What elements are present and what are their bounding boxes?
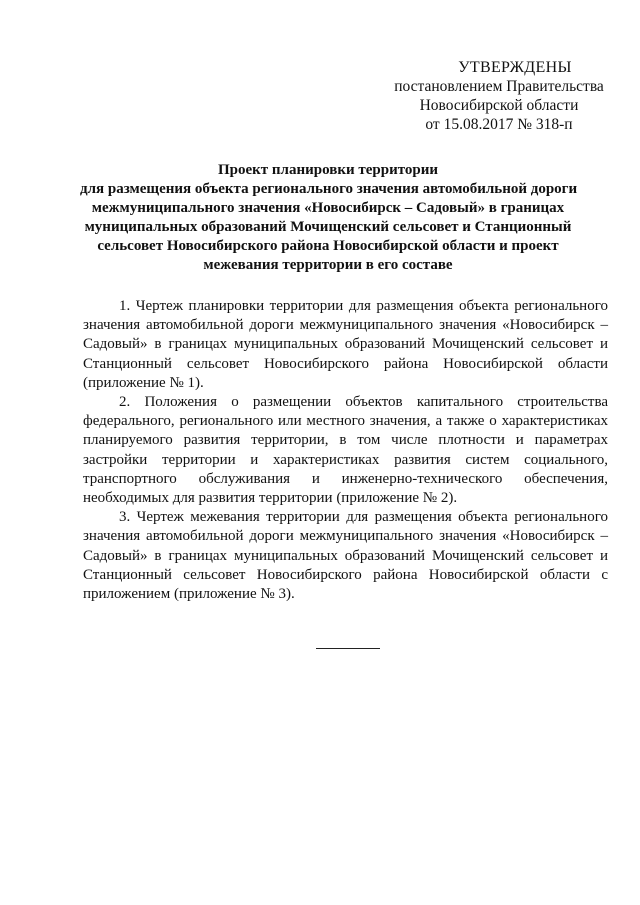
paragraph-line: 2. Положения о размещении объектов капитального строительства [119,394,608,411]
document-body [83,297,608,604]
document-title [80,161,576,275]
paragraph-line: значения автомобильной дороги межмуниципального значения «Новосибирск – [83,528,608,545]
title-line: межмуниципального значения «Новосибирск – Садовый» в границах [91,200,565,216]
title-line: межевания территории в его составе [203,257,453,273]
title-line: муниципальных образований Мочищенский сельсовет и Станционный [84,219,572,235]
approval-status: УТВЕРЖДЕНЫ [458,59,572,76]
approval-line-2: Новосибирской области [419,97,579,114]
paragraph-line: (приложение № 1). [83,374,204,391]
paragraph-line: необходимых для развития территории (приложение № 2). [83,490,458,507]
paragraph-line: транспортного обслуживания и инженерно-технического обеспечения, [83,470,608,487]
paragraph-3 [83,508,608,604]
approval-stamp [380,58,618,134]
paragraph-line: Садовый» в границах муниципальных образований Мочищенский сельсовет и [83,547,608,564]
paragraph-line: приложением (приложение № 3). [83,586,295,603]
paragraph-line: планируемого развития территории, в том числе плотности и параметрах [83,432,608,449]
paragraph-2 [83,393,608,508]
paragraph-line: застройки территории и характеристиках развития систем социального, [83,451,608,468]
paragraph-line: 3. Чертеж межевания территории для размещения объекта регионального [119,509,608,526]
end-separator-line [316,648,380,649]
paragraph-line: значения автомобильной дороги межмуниципального значения «Новосибирск – [83,317,608,334]
paragraph-1 [83,297,608,393]
paragraph-line: Станционный сельсовет Новосибирского района Новосибирской области [83,355,608,372]
paragraph-line: федерального, регионального или местного значения, а также о характеристиках [83,413,608,430]
paragraph-line: 1. Чертеж планировки территории для размещения объекта регионального [119,298,608,314]
paragraph-line: Станционный сельсовет Новосибирского района Новосибирской области с [83,566,608,583]
paragraph-line: Садовый» в границах муниципальных образований Мочищенский сельсовет и [83,336,608,353]
approval-date-number: от 15.08.2017 № 318-п [425,116,573,133]
title-line: для размещения объекта регионального значения автомобильной дороги [80,181,578,197]
title-line: сельсовет Новосибирского района Новосибирской области и проект [97,238,559,254]
title-line: Проект планировки территории [217,162,439,178]
approval-line-1: постановлением Правительства [394,78,604,95]
